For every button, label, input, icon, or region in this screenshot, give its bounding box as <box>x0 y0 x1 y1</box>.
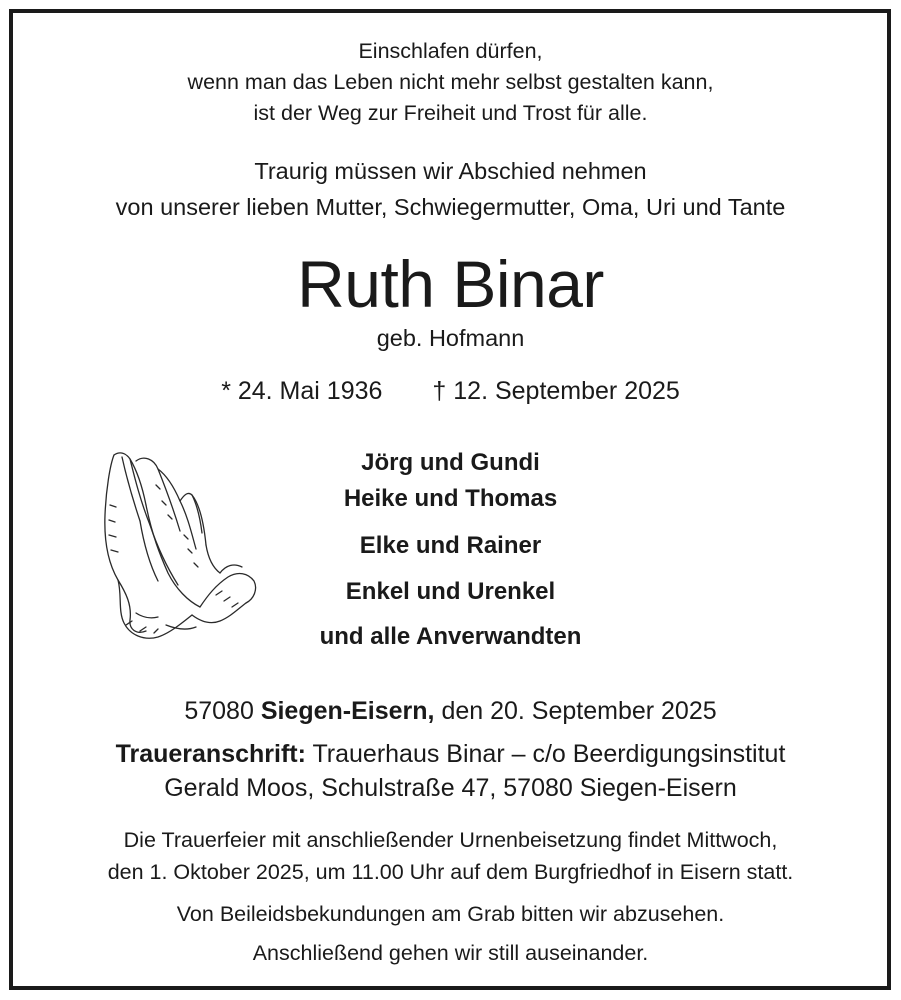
birth-date: * 24. Mai 1936 <box>221 377 383 405</box>
address-line-1-text: Trauerhaus Binar – c/o Beerdigungsinstitut <box>312 740 786 768</box>
address-line-1 <box>0 738 901 770</box>
poem-line-3: ist der Weg zur Freiheit und Trost für alle. <box>253 101 648 125</box>
deceased-name: Ruth Binar <box>297 247 604 321</box>
mourner-1: Jörg und Gundi <box>361 449 540 476</box>
death-date: † 12. September 2025 <box>432 377 680 405</box>
poem-line-2: wenn man das Leben nicht mehr selbst gestalten kann, <box>187 70 714 94</box>
location-date-line <box>0 695 901 727</box>
poem-line-1: Einschlafen dürfen, <box>358 39 543 63</box>
intro-line-2: von unserer lieben Mutter, Schwiegermutter, Oma, Uri und Tante <box>115 194 786 220</box>
ceremony-line-2: den 1. Oktober 2025, um 11.00 Uhr auf dem Burgfriedhof in Eisern statt. <box>107 860 794 884</box>
intro-line-1: Traurig müssen wir Abschied nehmen <box>254 158 647 184</box>
mourner-5: und alle Anverwandten <box>319 623 582 650</box>
zip-code: 57080 <box>184 697 254 725</box>
birth-name: geb. Hofmann <box>376 325 525 351</box>
condolence-note: Von Beileidsbekundungen am Grab bitten wir abzusehen. <box>176 902 725 926</box>
ceremony-line-1: Die Trauerfeier mit anschließender Urnenbeisetzung findet Mittwoch, <box>123 828 778 852</box>
address-line-2: Gerald Moos, Schulstraße 47, 57080 Siegen-Eisern <box>164 774 737 802</box>
address-label: Traueranschrift: <box>115 740 306 768</box>
mourner-4: Enkel und Urenkel <box>345 578 556 605</box>
closing-note: Anschließend gehen wir still auseinander. <box>252 941 649 965</box>
mourner-2: Heike und Thomas <box>343 485 558 512</box>
city: Siegen-Eisern, <box>260 697 435 725</box>
notice-date: den 20. September 2025 <box>441 697 717 725</box>
life-dates <box>0 376 901 406</box>
mourner-3: Elke und Rainer <box>359 532 542 559</box>
